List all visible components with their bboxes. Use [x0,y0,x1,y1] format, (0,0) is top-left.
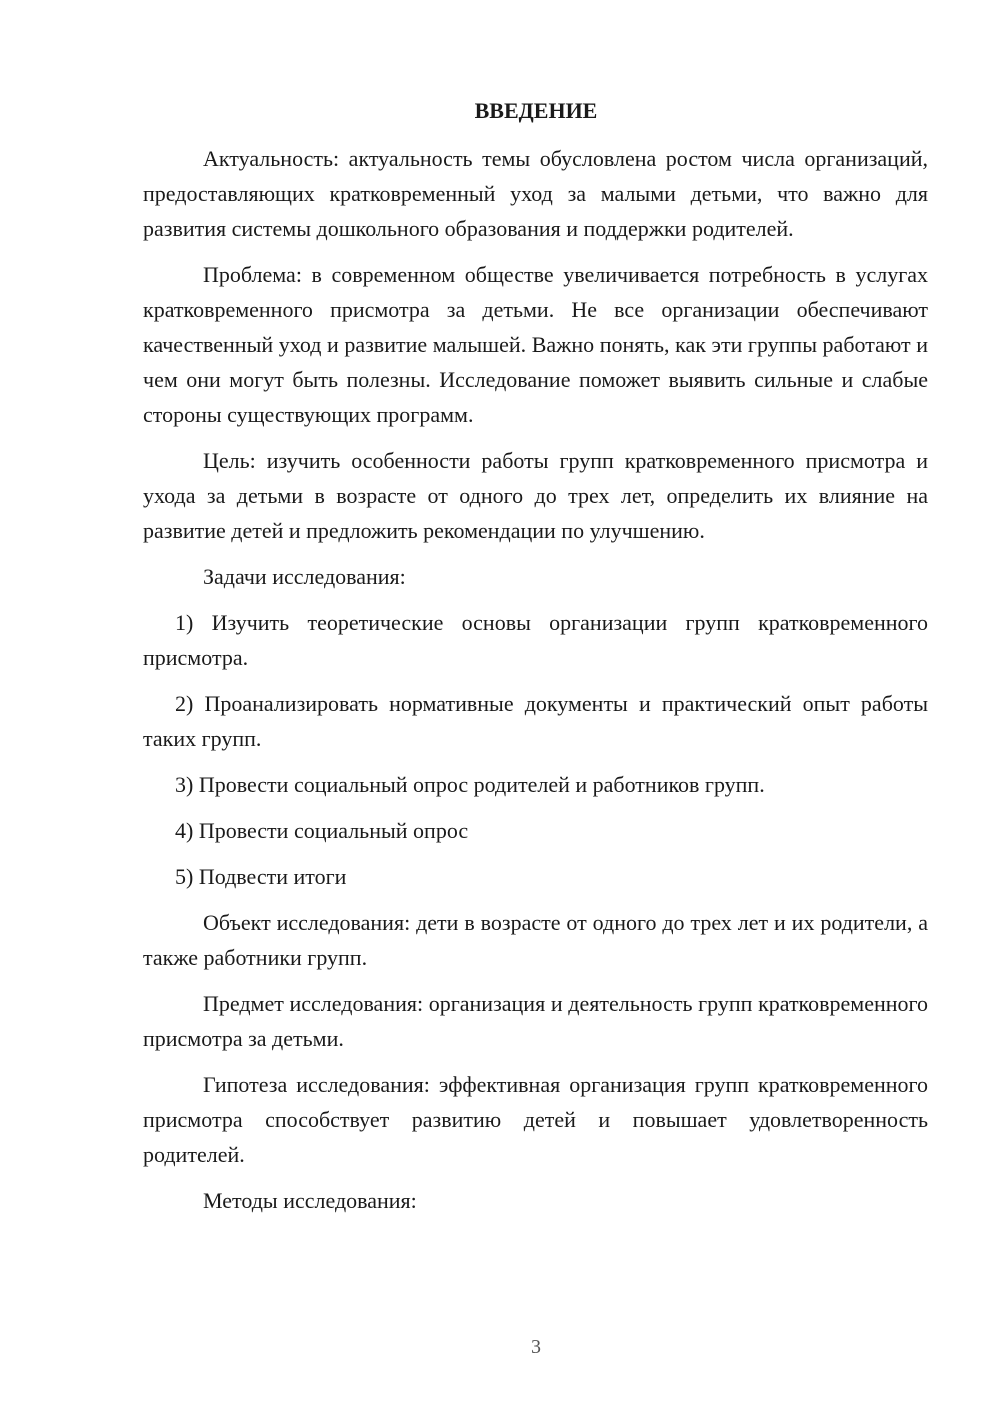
methods-heading: Методы исследования: [203,1188,417,1213]
subject-paragraph: Предмет исследования: организация и деятельность групп кратковременного присмотра за детьми. [143,991,928,1051]
task-item: 5) Подвести итоги [175,864,347,889]
task-item: 2) Проанализировать нормативные документы и практический опыт работы таких групп. [143,691,928,751]
task-item: 1) Изучить теоретические основы организации групп кратковременного присмотра. [143,610,928,670]
page-title: ВВЕДЕНИЕ [474,98,598,123]
task-item: 3) Провести социальный опрос родителей и работников групп. [175,772,765,797]
page-number: 3 [531,1336,541,1358]
document-body [143,141,928,1229]
hypothesis-paragraph: Гипотеза исследования: эффективная организация групп кратковременного присмотра способствует развитию детей и повышает удовлетворенность родителей. [143,1072,928,1167]
relevance-paragraph: Актуальность: актуальность темы обусловлена ростом числа организаций, предоставляющих кратковременный уход за малыми детьми, что важно для развития системы дошкольного образования и поддержки родителей. [143,146,928,241]
goal-paragraph: Цель: изучить особенности работы групп кратковременного присмотра и ухода за детьми в возрасте от одного до трех лет, определить их влияние на развитие детей и предложить рекомендации по улучшению. [143,448,928,543]
problem-paragraph: Проблема: в современном обществе увеличивается потребность в услугах кратковременного присмотра за детьми. Не все организации обеспечивают качественный уход и развитие малышей. Важно понять, как эти группы работают и чем они могут быть полезны. Исследование поможет выявить сильные и слабые стороны существующих программ. [143,262,928,427]
object-paragraph: Объект исследования: дети в возрасте от одного до трех лет и их родители, а также работники групп. [143,910,928,970]
tasks-heading: Задачи исследования: [203,564,406,589]
task-item: 4) Провести социальный опрос [175,818,469,843]
